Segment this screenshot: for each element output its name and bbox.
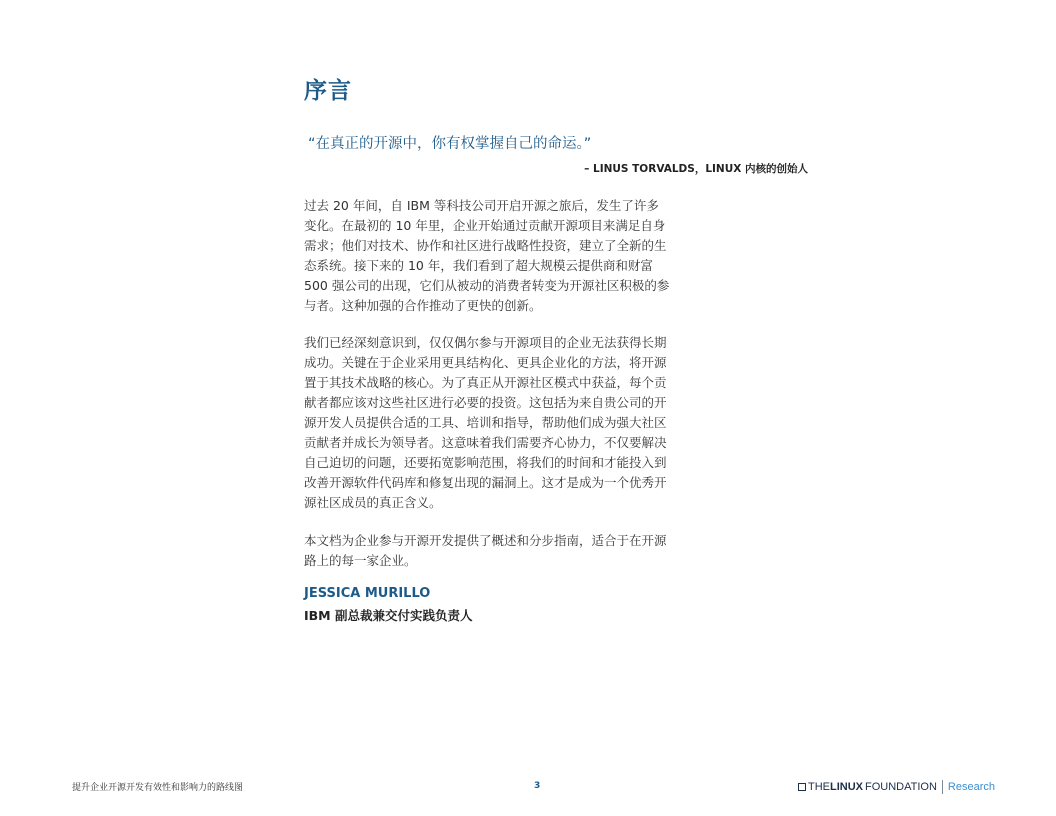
- paragraph-line: 改善开源软件代码库和修复出现的漏洞上。这才是成为一个优秀开: [304, 475, 667, 490]
- paragraph-line: 自己迫切的问题，还要拓宽影响范围，将我们的时间和才能投入到: [304, 455, 667, 470]
- paragraph-line: 500 强公司的出现，它们从被动的消费者转变为开源社区积极的参: [304, 278, 670, 293]
- logo-section: Research: [947, 781, 995, 793]
- footer-document-title: 提升企业开源开发有效性和影响力的路线图: [72, 783, 244, 793]
- paragraph-line: 置于其技术战略的核心。为了真正从开源社区模式中获益，每个贡: [304, 375, 667, 390]
- paragraph-line: 献者都应该对这些社区进行必要的投资。这包括为来自贵公司的开: [304, 395, 667, 410]
- paragraph-line: 贡献者并成长为领导者。这意味着我们需要齐心协力，不仅要解决: [304, 435, 667, 450]
- linux-foundation-logo: [798, 779, 995, 795]
- paragraph-line: 我们已经深刻意识到，仅仅偶尔参与开源项目的企业无法获得长期: [304, 335, 667, 350]
- logo-divider: [942, 780, 943, 794]
- author-title: IBM 副总裁兼交付实践负责人: [304, 608, 473, 623]
- pull-quote: “在真正的开源中，你有权掌握自己的命运。”: [308, 136, 592, 152]
- logo-brand: LINUX: [830, 781, 863, 793]
- paragraph-line: 态系统。接下来的 10 年，我们看到了超大规模云提供商和财富: [304, 258, 653, 273]
- paragraph-3: [304, 531, 676, 571]
- paragraph-line: 与者。这种加强的合作推动了更快的创新。: [304, 298, 542, 313]
- paragraph-line: 成功。关键在于企业采用更具结构化、更具企业化的方法，将开源: [304, 355, 667, 370]
- paragraph-line: 源开发人员提供合适的工具、培训和指导，帮助他们成为强大社区: [304, 415, 667, 430]
- page-title: 序言: [304, 78, 352, 104]
- logo-suffix: FOUNDATION: [865, 781, 937, 793]
- paragraph-2: [304, 333, 676, 513]
- page-number: 3: [534, 781, 541, 791]
- paragraph-line: 本文档为企业参与开源开发提供了概述和分步指南，适合于在开源: [304, 533, 667, 548]
- paragraph-line: 路上的每一家企业。: [304, 553, 417, 568]
- paragraph-line: 过去 20 年间，自 IBM 等科技公司开启开源之旅后，发生了许多: [304, 198, 659, 213]
- paragraph-1: [304, 196, 676, 316]
- paragraph-line: 变化。在最初的 10 年里，企业开始通过贡献开源项目来满足自身: [304, 218, 666, 233]
- author-name: JESSICA MURILLO: [304, 586, 431, 601]
- logo-prefix: THE: [808, 781, 830, 793]
- square-outline-icon: [798, 783, 806, 791]
- quote-attribution: – LINUS TORVALDS，LINUX 内核的创始人: [584, 163, 808, 175]
- paragraph-line: 源社区成员的真正含义。: [304, 495, 442, 510]
- paragraph-line: 需求；他们对技术、协作和社区进行战略性投资，建立了全新的生: [304, 238, 667, 253]
